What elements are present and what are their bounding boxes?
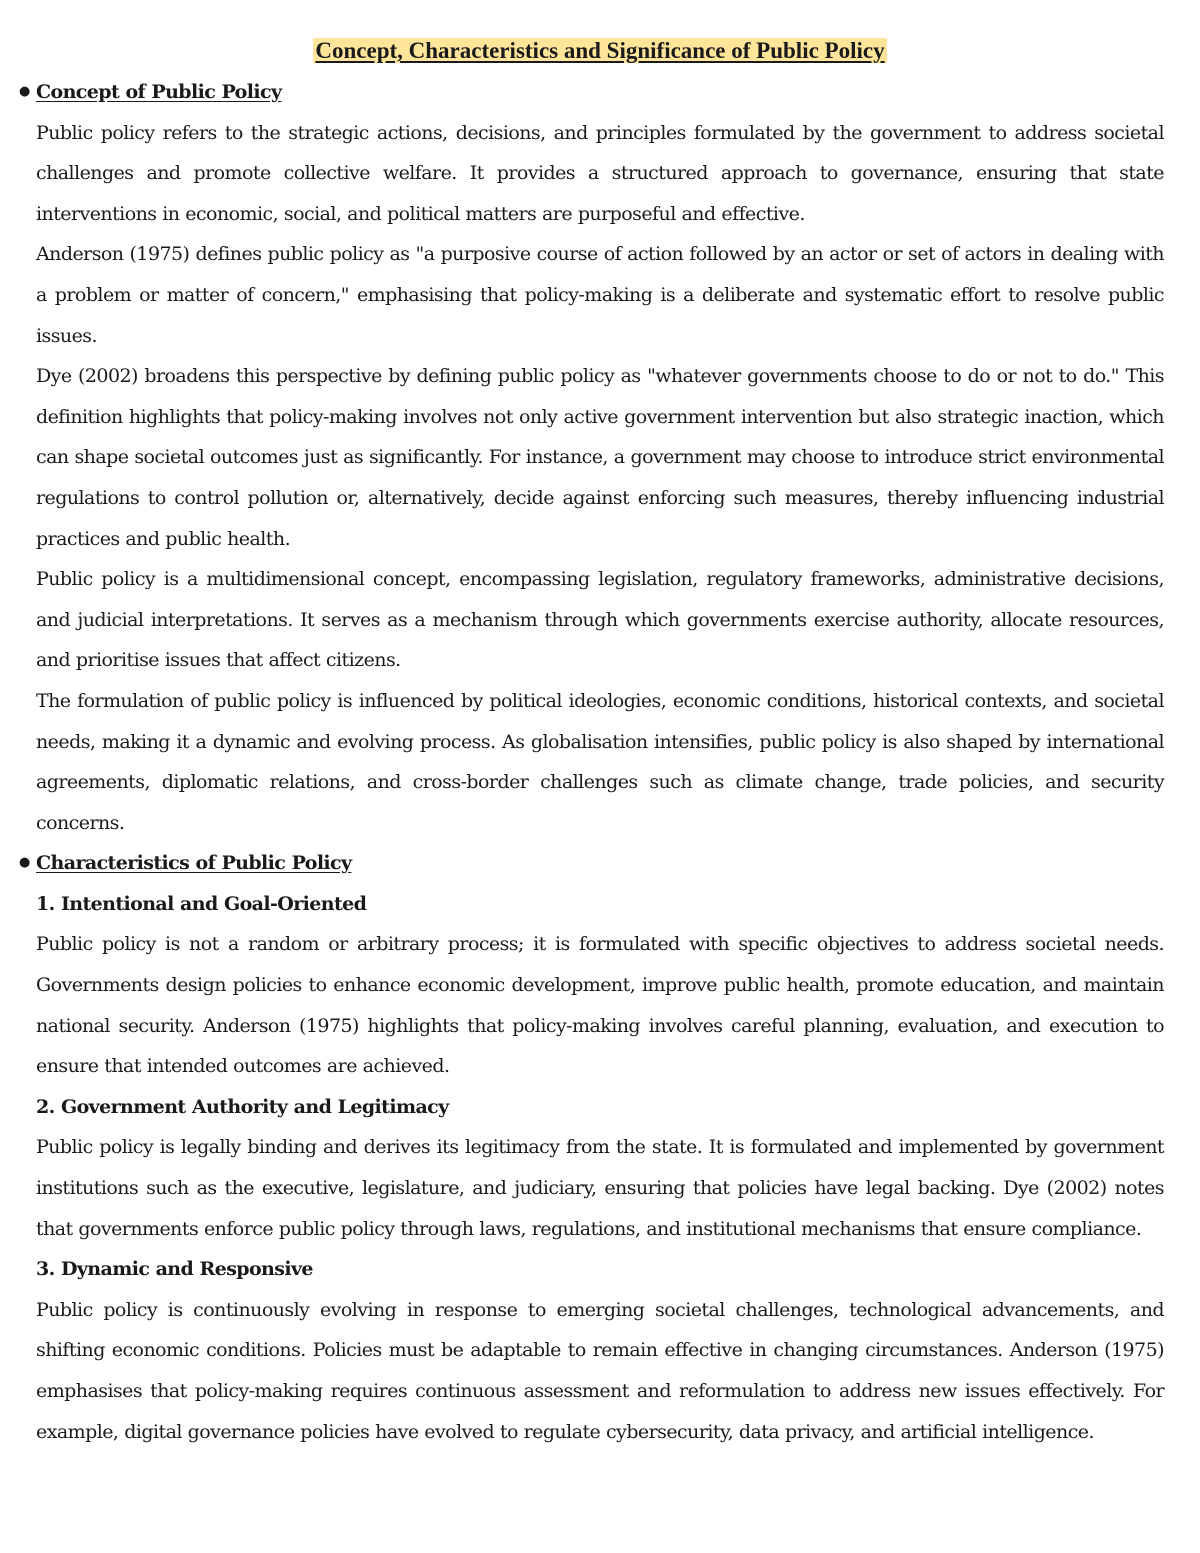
document-body — [19, 72, 1164, 1452]
paragraph: Public policy is legally binding and derives its legitimacy from the state. It is formulated and implemented by government institutions such as the executive, legislature, and judiciary, ensuring that policies have legal backing. Dye (2002) notes that governments enforce public policy through laws, regulations, and institutional mechanisms that ensure compliance. — [36, 1136, 1164, 1240]
document-title-text: Concept, Characteristics and Significance of Public Policy — [315, 38, 885, 63]
paragraph: The formulation of public policy is influenced by political ideologies, economic conditions, historical contexts, and societal needs, making it a dynamic and evolving process. As globalisation intensifies, public policy is also shaped by international agreements, diplomatic relations, and cross-border challenges such as climate change, trade policies, and security concerns. — [36, 689, 1164, 834]
section-heading-concept — [19, 72, 1164, 113]
section-heading-characteristics-text: Characteristics of Public Policy — [36, 852, 352, 875]
subheading-dynamic-responsive: 3. Dynamic and Responsive — [36, 1258, 313, 1281]
section-heading-concept-text: Concept of Public Policy — [36, 81, 282, 103]
paragraph: Public policy refers to the strategic actions, decisions, and principles formulated by the government to address societal challenges and promote collective welfare. It provides a structured approach to governance, ensuring that state interventions in economic, social, and political matters are purposeful and effective. — [36, 121, 1164, 225]
paragraph: Anderson (1975) defines public policy as "a purposive course of action followed by an actor or set of actors in dealing with a problem or matter of concern," emphasising that policy-making is a deliberate and systematic effort to resolve public issues. — [36, 243, 1164, 347]
document-title — [0, 36, 1200, 66]
subheading-government-authority: 2. Government Authority and Legitimacy — [36, 1095, 449, 1118]
paragraph: Public policy is continuously evolving in response to emerging societal challenges, technological advancements, and shifting economic conditions. Policies must be adaptable to remain effective in changing circumstances. Anderson (1975) emphasises that policy-making requires continuous assessment and reformulation to address new issues effectively. For example, digital governance policies have evolved to regulate cybersecurity, data privacy, and artificial intelligence. — [36, 1298, 1164, 1443]
subheading-intentional-goal-oriented: 1. Intentional and Goal-Oriented — [36, 892, 367, 915]
paragraph: Public policy is a multidimensional concept, encompassing legislation, regulatory frameworks, administrative decisions, and judicial interpretations. It serves as a mechanism through which governments exercise authority, allocate resources, and prioritise issues that affect citizens. — [36, 568, 1164, 672]
bullet-icon: ● — [19, 84, 30, 99]
section-heading-characteristics — [19, 843, 1164, 884]
paragraph: Dye (2002) broadens this perspective by defining public policy as "whatever governments choose to do or not to do." This definition highlights that policy-making involves not only active government intervention but also strategic inaction, which can shape societal outcomes just as significantly. For instance, a government may choose to introduce strict environmental regulations to control pollution or, alternatively, decide against enforcing such measures, thereby influencing industrial practices and public health. — [36, 365, 1164, 550]
paragraph: Public policy is not a random or arbitrary process; it is formulated with specific objectives to address societal needs. Governments design policies to enhance economic development, improve public health, promote education, and maintain national security. Anderson (1975) highlights that policy-making involves careful planning, evaluation, and execution to ensure that intended outcomes are achieved. — [36, 933, 1164, 1078]
bullet-icon: ● — [19, 855, 30, 871]
